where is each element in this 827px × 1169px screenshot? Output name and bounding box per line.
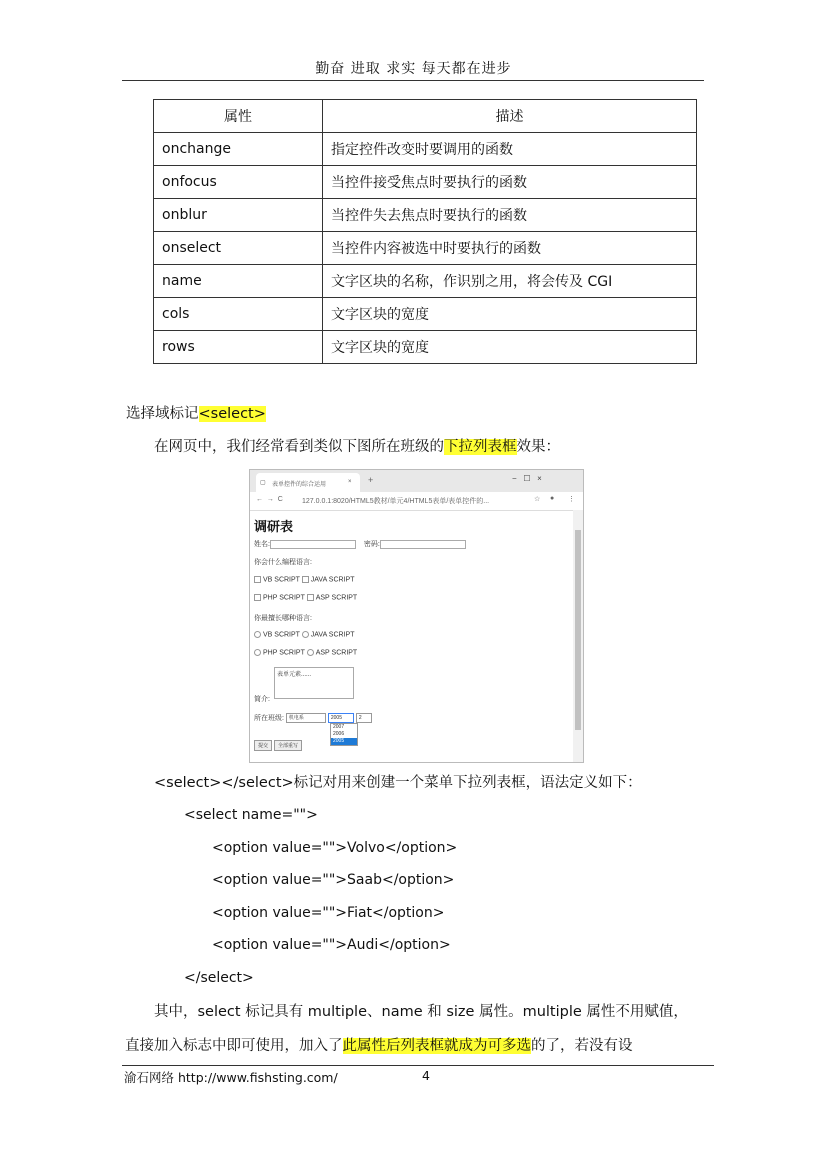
browser-screenshot xyxy=(249,469,584,763)
intro-highlight: 下拉列表框 xyxy=(444,439,517,455)
table-row xyxy=(154,232,697,265)
password-label: 密码: xyxy=(363,541,380,548)
class-label: 所在班级: xyxy=(254,715,284,722)
table-header: 属性 xyxy=(154,100,323,133)
intro-paragraph xyxy=(154,437,560,457)
table-cell: onselect xyxy=(154,232,323,265)
option-php: PHP SCRIPT xyxy=(263,594,305,602)
checkbox-row-1 xyxy=(254,576,354,583)
survey-page xyxy=(250,510,573,762)
paragraph-1: <select></select>标记对用来创建一个菜单下拉列表框，语法定义如下： xyxy=(154,775,642,791)
nav-icons: ← → C xyxy=(256,496,283,503)
table-cell: cols xyxy=(154,298,323,331)
account-icon: ● xyxy=(550,495,555,502)
table-cell: 当控件内容被选中时要执行的函数 xyxy=(323,232,697,265)
header-rule xyxy=(122,80,704,81)
paragraph-3-highlight: 此属性后列表框就成为可多选 xyxy=(342,1038,531,1054)
table-row xyxy=(154,199,697,232)
year-option-selected: 2005 xyxy=(331,738,357,745)
radio xyxy=(307,649,314,656)
year-option: 2006 xyxy=(333,731,345,737)
footer-rule xyxy=(122,1065,714,1066)
url-text: 127.0.0.1:8020/HTML5教材/单元4/HTML5表单/表单控件的... xyxy=(302,498,490,505)
radio-option-java: JAVA SCRIPT xyxy=(310,631,355,639)
address-bar xyxy=(250,492,583,511)
scrollbar xyxy=(573,510,583,762)
option-asp: ASP SCRIPT xyxy=(315,594,358,602)
footer-site: 渝石网络 http://www.fishsting.com/ xyxy=(124,1070,338,1085)
radio-row-1 xyxy=(254,631,354,638)
option-vb: VB SCRIPT xyxy=(263,576,300,584)
question-1: 你会什么编程语言: xyxy=(254,559,312,566)
browser-tab xyxy=(256,473,360,492)
intro-textarea: 表单元素...... xyxy=(274,667,354,699)
year-select: 2005 xyxy=(328,713,354,723)
table-cell: 当控件失去焦点时要执行的函数 xyxy=(323,199,697,232)
radio-option-php: PHP SCRIPT xyxy=(263,649,305,657)
checkbox xyxy=(302,576,309,583)
table-row xyxy=(154,331,697,364)
table-header: 描述 xyxy=(323,100,697,133)
radio-option-asp: ASP SCRIPT xyxy=(315,649,358,657)
code-line: <option value="">Audi</option> xyxy=(212,937,451,953)
tab-title: 表单控件的综合运用 xyxy=(272,482,327,488)
paragraph-3-text: 直接加入标志中即可使用，加入了 xyxy=(125,1038,343,1054)
paragraph-3 xyxy=(125,1036,633,1056)
radio xyxy=(254,631,261,638)
table-row xyxy=(154,298,697,331)
table-row xyxy=(154,133,697,166)
year-option: 2007 xyxy=(333,724,345,730)
number-select: 2 xyxy=(356,713,372,723)
page-number: 4 xyxy=(422,1068,430,1083)
table-cell: rows xyxy=(154,331,323,364)
code-line: <option value="">Fiat</option> xyxy=(212,905,445,921)
new-tab-icon: + xyxy=(368,475,374,485)
password-input xyxy=(380,540,466,549)
question-2: 你最擅长哪种语言: xyxy=(254,615,312,622)
table-cell: 文字区块的宽度 xyxy=(323,298,697,331)
radio-option-vb: VB SCRIPT xyxy=(263,631,300,639)
table-cell: 文字区块的名称，作识别之用，将会传及 CGI xyxy=(323,265,697,298)
button-row xyxy=(254,740,304,751)
header-motto: 勤奋 进取 求实 每天都在进步 xyxy=(315,61,512,77)
radio xyxy=(302,631,309,638)
page-icon: ▢ xyxy=(260,480,266,486)
paragraph-2: 其中，select 标记具有 multiple、name 和 size 属性。multiple 属性不用赋值， xyxy=(154,1004,688,1020)
name-label: 姓名: xyxy=(254,541,270,548)
checkbox xyxy=(307,594,314,601)
intro-text-end: 效果： xyxy=(516,439,560,455)
year-dropdown-list xyxy=(330,723,358,746)
radio xyxy=(254,649,261,656)
code-line: <select name=""> xyxy=(184,807,318,823)
window-controls: − ☐ × xyxy=(512,474,542,483)
table-cell: onfocus xyxy=(154,166,323,199)
checkbox xyxy=(254,576,261,583)
table-header-row xyxy=(154,100,697,133)
attribute-table xyxy=(153,99,697,364)
menu-icon: ⋮ xyxy=(568,496,575,503)
department-select: 机电系 xyxy=(286,713,326,723)
login-row xyxy=(254,539,466,549)
table-cell: onchange xyxy=(154,133,323,166)
code-line: </select> xyxy=(184,970,254,986)
class-row xyxy=(254,713,372,723)
reset-button: 全部重写 xyxy=(274,740,302,751)
intro-text: 在网页中，我们经常看到类似下图所在班级的 xyxy=(154,439,444,455)
table-row xyxy=(154,166,697,199)
tab-close-icon: × xyxy=(348,479,352,485)
browser-tabbar xyxy=(250,470,583,492)
table-cell: 指定控件改变时要调用的函数 xyxy=(323,133,697,166)
star-icon: ☆ xyxy=(534,496,541,503)
page-title: 调研表 xyxy=(254,519,294,534)
submit-button: 提交 xyxy=(254,740,272,751)
section-title-tag: <select> xyxy=(198,406,266,422)
scrollbar-thumb xyxy=(575,530,581,730)
table-row xyxy=(154,265,697,298)
table-cell: name xyxy=(154,265,323,298)
intro-label: 简介: xyxy=(254,696,270,703)
table-cell: onblur xyxy=(154,199,323,232)
code-line: <option value="">Saab</option> xyxy=(212,872,455,888)
radio-row-2 xyxy=(254,649,357,656)
name-input xyxy=(270,540,356,549)
checkbox-row-2 xyxy=(254,594,357,601)
code-line: <option value="">Volvo</option> xyxy=(212,840,458,856)
paragraph-3-text-end: 的了，若没有设 xyxy=(531,1038,633,1054)
table-cell: 当控件接受焦点时要执行的函数 xyxy=(323,166,697,199)
option-java: JAVA SCRIPT xyxy=(310,576,355,584)
table-cell: 文字区块的宽度 xyxy=(323,331,697,364)
checkbox xyxy=(254,594,261,601)
section-title xyxy=(126,404,266,424)
section-title-text: 选择域标记 xyxy=(126,406,199,422)
